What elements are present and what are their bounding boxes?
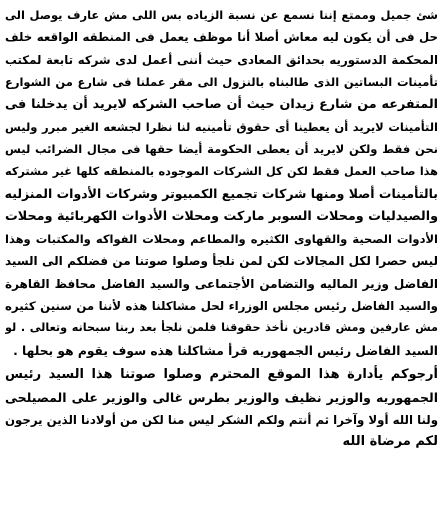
text-line: المحكمة الدستوريه بحدائق المعادى حيث أننى أعمل لدى شركه تابعة لمكتب bbox=[5, 52, 438, 67]
text-line: والصيدليات ومحلات السوبر ماركت ومحلات الأدوات الكهربائية ومحلات bbox=[5, 208, 438, 224]
text-line: والسيد الفاضل رئيس مجلس الوزراء لحل مشاكلنا هذه لأننا من سنين كثيره bbox=[5, 299, 438, 314]
text-line: نحن فقط ولكن لايريد أن يعطى الحكومة أيضا حقها فى مجال الضرائب ليس bbox=[5, 142, 438, 157]
text-line: الأدوات الصحية والقهاوى الكثيره والمطاعم ومحلات الفواكه والمكتبات وهذا bbox=[5, 231, 438, 246]
paragraph-appeal bbox=[5, 364, 438, 454]
text-line: المتفرعه من شارع زيدان حيث أن صاحب الشركه لايريد أن يدخلنا فى bbox=[5, 96, 438, 112]
text-line: شئ جميل وممتع إننا نسمع عن نسبة الزياده بس اللى مش عارف يوصل الى bbox=[5, 8, 438, 22]
text-line: ليس حصرا لكل المجالات لكن لمن نلجأ وصلوا صوتنا من فضلكم الى السيد bbox=[5, 254, 438, 269]
text-line: مش عارفين ومش قادرين نأخذ حقوقنا فلمن نلجأ بعد ربنا سبحانه وتعالى . لو bbox=[5, 321, 438, 335]
text-line: أرجوكم يأدارة هذا الموقع المحترم وصلوا صوتنا هذا السيد رئيس bbox=[5, 367, 438, 383]
text-line: بالتأمينات أصلا ومنها شركات تجميع الكمبيوتر وشركات الأدوات المنزليه bbox=[5, 186, 438, 202]
text-line: تأمينات البساتين الذى طالبناه بالنزول الى مقر عملنا فى شارع من الشوارع bbox=[5, 75, 438, 90]
text-line: السيد الفاضل رئيس الجمهوريه قرأ مشاكلنا هذه سوف يقوم هو بحلها . bbox=[13, 343, 438, 358]
text-line: التأمينات لايريد أن يعطينا أى حقوق تأمينيه لنا نظرا لجشعه الغير مبرر وليس bbox=[5, 119, 438, 134]
text-line: هذا صاحب العمل فقط لكن كل الشركات الموجوده بالمنطقه كلها غير مشتركه bbox=[5, 164, 438, 178]
text-line: الفاضل وزير الماليه والتضامن الأجتماعى والسيد الفاضل محافظ القاهرة bbox=[5, 276, 438, 291]
text-line: لكم مرضاة الله bbox=[342, 434, 438, 450]
text-line: ولنا الله أولا وآخرا ثم أنتم ولكم الشكر ليس منا لكن من أولادنا الذين يرجون bbox=[5, 413, 438, 428]
text-line: حل فى أن يكون ليه معاش أصلا أنا موظف يعمل فى المنطقه الواقعه خلف bbox=[5, 30, 438, 45]
paragraph-complaint bbox=[5, 4, 438, 362]
text-line: الجمهوريه والوزير نظيف والوزير بطرس غالى والوزير على المصيلحى bbox=[5, 389, 438, 405]
